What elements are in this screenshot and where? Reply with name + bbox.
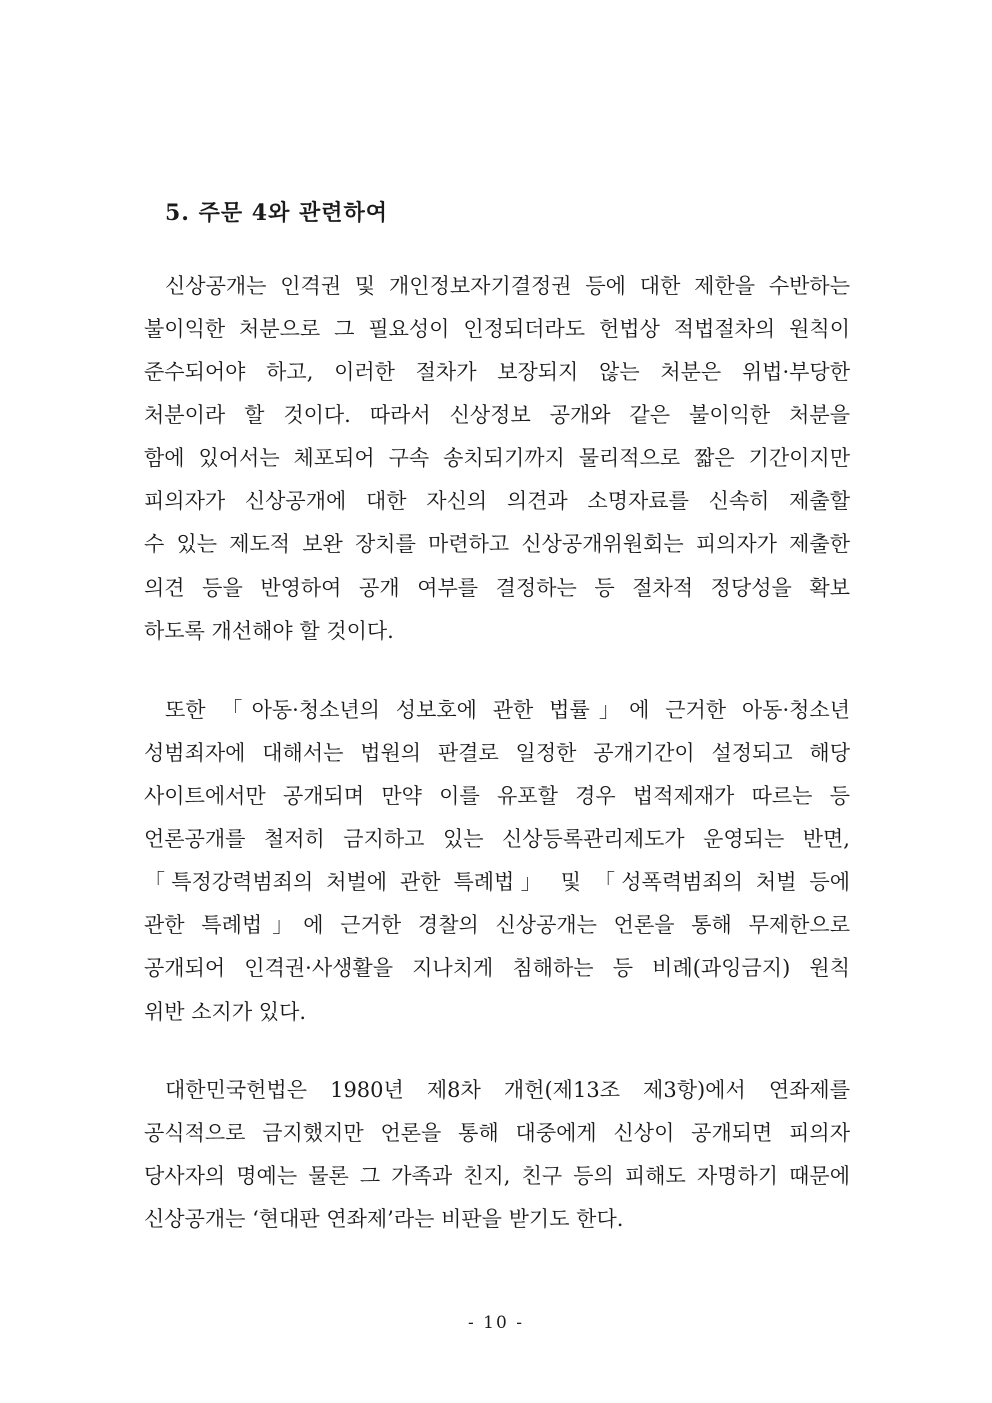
paragraph-1-line-4: 처분이라 할 것이다. 따라서 신상정보 공개와 같은 불이익한 처분을 xyxy=(144,403,850,427)
paragraph-1-line-7: 수 있는 제도적 보완 장치를 마련하고 신상공개위원회는 피의자가 제출한 xyxy=(144,532,850,556)
paragraph-1-line-6: 피의자가 신상공개에 대한 자신의 의견과 소명자료를 신속히 제출할 xyxy=(144,489,850,513)
paragraph-1-line-2: 불이익한 처분으로 그 필요성이 인정되더라도 헌법상 적법절차의 원칙이 xyxy=(144,317,850,341)
paragraph-1-line-1: 신상공개는 인격권 및 개인정보자기결정권 등에 대한 제한을 수반하는 xyxy=(165,274,850,298)
paragraph-1-line-8: 의견 등을 반영하여 공개 여부를 결정하는 등 절차적 정당성을 확보 xyxy=(144,576,850,600)
paragraph-2-line-3: 사이트에서만 공개되며 만약 이를 유포할 경우 법적제재가 따르는 등 xyxy=(144,784,850,808)
paragraph-3-line-4: 신상공개는 ‘현대판 연좌제’라는 비판을 받기도 한다. xyxy=(144,1207,624,1231)
paragraph-2-line-8: 위반 소지가 있다. xyxy=(144,1000,307,1024)
paragraph-2-line-7: 공개되어 인격권·사생활을 지나치게 침해하는 등 비례(과잉금지) 원칙 xyxy=(144,956,850,980)
paragraph-2-line-6: 관한 특례법」에 근거한 경찰의 신상공개는 언론을 통해 무제한으로 xyxy=(144,913,850,937)
page-number: - 10 - xyxy=(468,1313,524,1333)
paragraph-2-line-1: 또한 「아동·청소년의 성보호에 관한 법률」에 근거한 아동·청소년 xyxy=(165,698,850,722)
paragraph-3-line-2: 공식적으로 금지했지만 언론을 통해 대중에게 신상이 공개되면 피의자 xyxy=(144,1121,850,1145)
paragraph-2-line-4: 언론공개를 철저히 금지하고 있는 신상등록관리제도가 운영되는 반면, xyxy=(144,827,850,851)
paragraph-2-line-5: 「특정강력범죄의 처벌에 관한 특례법」 및 「성폭력범죄의 처벌 등에 xyxy=(144,870,850,894)
paragraph-2-line-2: 성범죄자에 대해서는 법원의 판결로 일정한 공개기간이 설정되고 해당 xyxy=(144,741,850,765)
paragraph-1-line-3: 준수되어야 하고, 이러한 절차가 보장되지 않는 처분은 위법·부당한 xyxy=(144,360,850,384)
paragraph-1-line-9: 하도록 개선해야 할 것이다. xyxy=(144,619,394,643)
section-heading: 5. 주문 4와 관련하여 xyxy=(165,200,389,226)
paragraph-1-line-5: 함에 있어서는 체포되어 구속 송치되기까지 물리적으로 짧은 기간이지만 xyxy=(144,446,850,470)
paragraph-3-line-1: 대한민국헌법은 1980년 제8차 개헌(제13조 제3항)에서 연좌제를 xyxy=(165,1078,850,1102)
paragraph-3-line-3: 당사자의 명예는 물론 그 가족과 친지, 친구 등의 피해도 자명하기 때문에 xyxy=(144,1164,850,1188)
